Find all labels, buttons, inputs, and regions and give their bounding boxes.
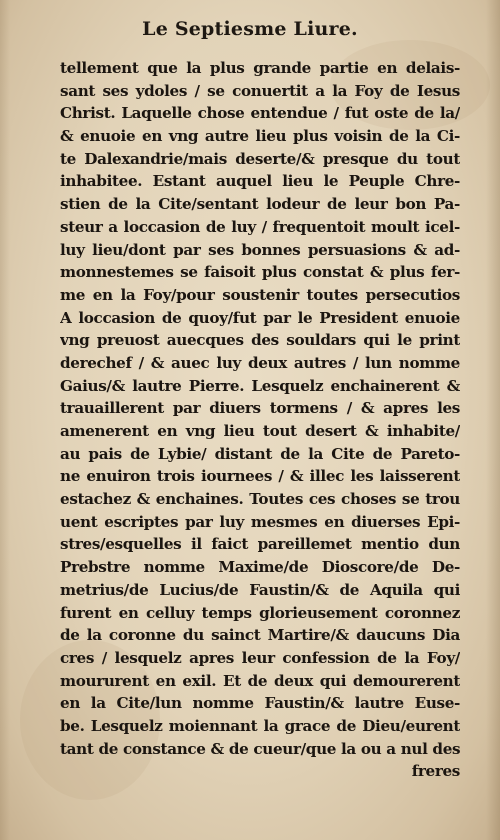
text-line: uent escriptes par luy mesmes en diuerses Epi- (60, 512, 460, 531)
text-line: metrius/de Lucius/de Faustin/& de Aquila qui (60, 580, 460, 599)
page-edge-shadow-left (0, 0, 10, 840)
text-line: amenerent en vng lieu tout desert & inhabite/ (60, 422, 460, 440)
text-line: te Dalexandrie/mais deserte/& presque du tout (60, 149, 460, 168)
text-line: au pais de Lybie/ distant de la Cite de Pareto- (60, 444, 460, 463)
text-line: A loccasion de quoy/fut par le President enuoie (60, 308, 460, 327)
text-line: tellement que la plus grande partie en delais- (60, 59, 460, 77)
text-line: en la Cite/lun nomme Faustin/& lautre Euse- (60, 694, 460, 713)
text-line: monnestemes se faisoit plus constat & plus fer- (60, 263, 460, 282)
text-line: be. Lesquelz moiennant la grace de Dieu/eurent (60, 716, 460, 735)
catchword: freres (411, 762, 460, 781)
text-line: stien de la Cite/sentant lodeur de leur bon Pa- (60, 195, 460, 214)
text-line: cres / lesquelz apres leur confession de la Foy/ (60, 648, 460, 667)
text-line: & enuoie en vng autre lieu plus voisin de la Ci- (60, 127, 460, 146)
text-line: furent en celluy temps glorieusement coronnez (60, 603, 460, 622)
text-line: trauaillerent par diuers tormens / & apres les (60, 399, 460, 418)
text-line: steur a loccasion de luy / frequentoit moult icel- (60, 217, 460, 236)
text-line: de la coronne du sainct Martire/& daucuns Dia (60, 626, 460, 645)
text-line: inhabitee. Estant auquel lieu le Peuple Chre- (60, 172, 460, 191)
text-line: ne enuiron trois iournees / & illec les laisserent (60, 467, 460, 486)
text-line: Prebstre nomme Maxime/de Dioscore/de De- (60, 558, 460, 577)
text-line: derechef / & auec luy deux autres / lun nomme (60, 353, 460, 372)
text-line: Gaius/& lautre Pierre. Lesquelz enchainerent & (60, 376, 460, 395)
text-line: tant de constance & de cueur/que la ou a nul des (60, 739, 460, 758)
text-line: sant ses ydoles / se conuertit a la Foy de Iesus (60, 81, 460, 100)
text-line: luy lieu/dont par ses bonnes persuasions & ad- (60, 240, 460, 259)
page-edge-shadow-right (486, 0, 500, 840)
text-line: Christ. Laquelle chose entendue / fut oste de la/ (60, 104, 460, 123)
text-line: estachez & enchaines. Toutes ces choses se trou (60, 490, 460, 509)
running-head: Le Septiesme Liure. (142, 18, 358, 40)
text-line: moururent en exil. Et de deux qui demourerent (60, 671, 460, 690)
text-line: me en la Foy/pour soustenir toutes persecutios (60, 285, 460, 304)
text-line: stres/esquelles il faict pareillemet mentio dun (60, 535, 460, 554)
text-line: vng preuost auecques des souldars qui le print (60, 331, 460, 350)
text-column (60, 57, 460, 783)
